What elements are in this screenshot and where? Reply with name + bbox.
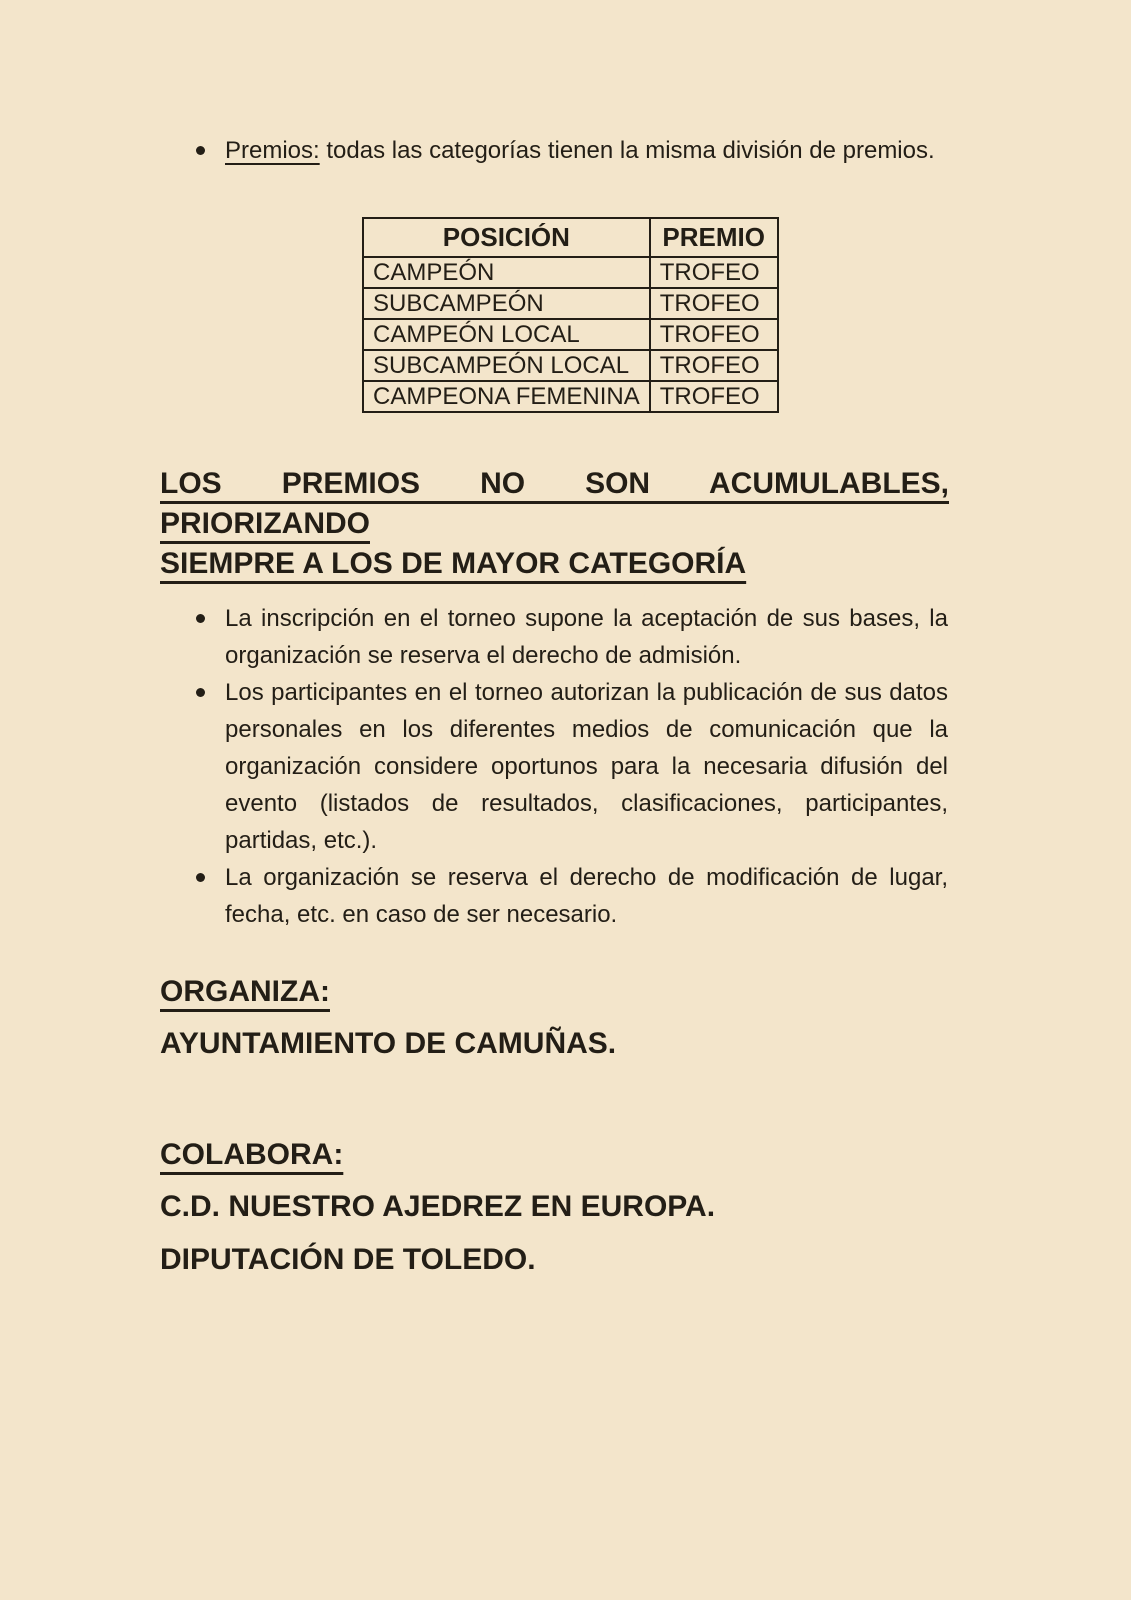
organiza-heading: ORGANIZA: (160, 975, 330, 1008)
list-item (225, 600, 948, 674)
notice-line-2: SIEMPRE A LOS DE MAYOR CATEGORÍA (160, 547, 747, 580)
premios-text: todas las categorías tienen la misma división de premios. (319, 137, 935, 164)
bullet-icon (196, 873, 205, 882)
table-row (363, 381, 778, 412)
cell-premio: TROFEO (650, 288, 778, 319)
colabora-heading: COLABORA: (160, 1138, 344, 1171)
terms-list (196, 600, 948, 933)
premios-label: Premios: (225, 137, 320, 164)
notice-heading (160, 464, 949, 584)
cell-premio: TROFEO (650, 381, 778, 412)
table-header-row (363, 218, 778, 257)
cell-posicion: CAMPEONA FEMENINA (363, 381, 650, 412)
premios-intro-list (196, 132, 948, 169)
collaborator-name-1: C.D. NUESTRO AJEDREZ EN EUROPA. (160, 1190, 716, 1223)
cell-posicion: SUBCAMPEÓN (363, 288, 650, 319)
cell-premio: TROFEO (650, 319, 778, 350)
prizes-table (362, 217, 779, 413)
organizer-name: AYUNTAMIENTO DE CAMUÑAS. (160, 1027, 617, 1060)
bullet-icon (196, 614, 205, 623)
cell-premio: TROFEO (650, 257, 778, 288)
term-text: Los participantes en el torneo autorizan la publicación de sus datos personales en los diferentes medios de comunicación que la organización considere oportunos para la necesaria difusión del evento (listados de resultados, clasificaciones, participantes, partidas, etc.). (225, 679, 948, 854)
list-item (225, 674, 948, 859)
cell-posicion: CAMPEÓN (363, 257, 650, 288)
table-row (363, 319, 778, 350)
cell-posicion: SUBCAMPEÓN LOCAL (363, 350, 650, 381)
list-item (225, 859, 948, 933)
bullet-icon (196, 146, 205, 155)
term-text: La inscripción en el torneo supone la aceptación de sus bases, la organización se reserva el derecho de admisión. (225, 605, 948, 669)
cell-premio: TROFEO (650, 350, 778, 381)
cell-posicion: CAMPEÓN LOCAL (363, 319, 650, 350)
list-item (225, 132, 948, 169)
term-text: La organización se reserva el derecho de modificación de lugar, fecha, etc. en caso de ser necesario. (225, 864, 948, 928)
column-header-premio: PREMIO (650, 218, 778, 257)
bullet-icon (196, 688, 205, 697)
table-row (363, 288, 778, 319)
table-row (363, 350, 778, 381)
column-header-posicion: POSICIÓN (363, 218, 650, 257)
collaborator-name-2: DIPUTACIÓN DE TOLEDO. (160, 1243, 536, 1276)
notice-line-1: LOS PREMIOS NO SON ACUMULABLES, PRIORIZANDO (160, 467, 949, 540)
table-row (363, 257, 778, 288)
